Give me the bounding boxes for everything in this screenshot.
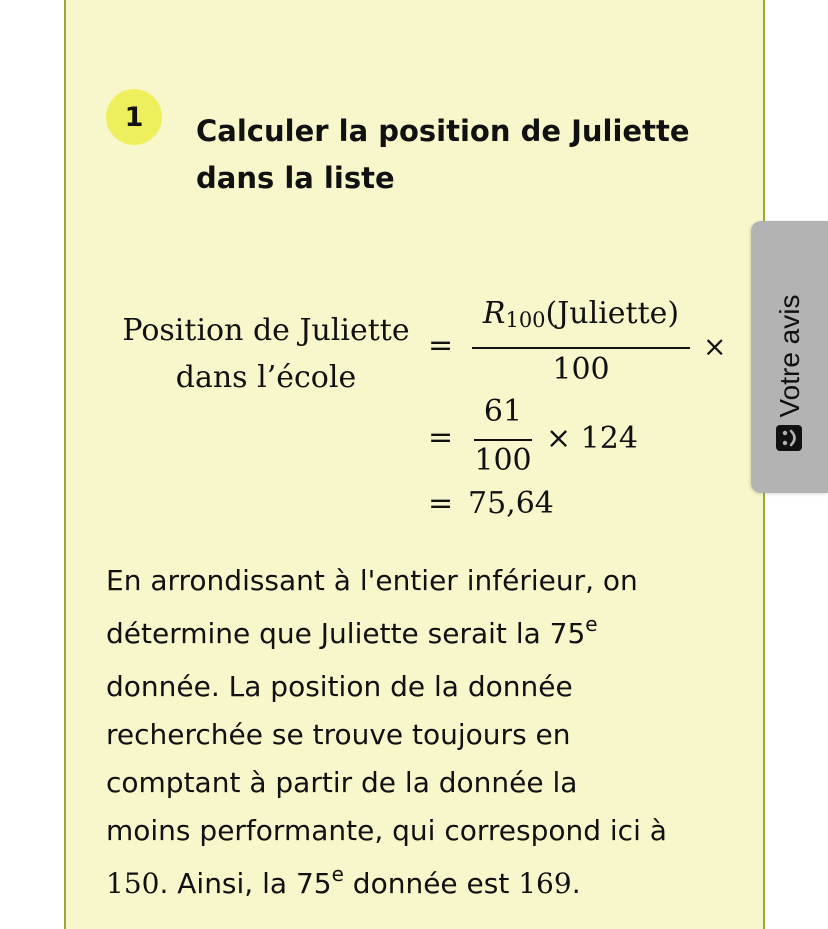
equals-sign: = xyxy=(428,420,454,455)
step-title: Calculer la position de Juliette dans la liste xyxy=(196,114,690,195)
fraction-bar xyxy=(472,347,690,349)
equals-sign: = xyxy=(428,328,454,363)
fraction-numerator: 61 xyxy=(483,394,523,429)
fraction-denominator: 100 xyxy=(552,352,610,387)
fraction-denominator: 100 xyxy=(474,443,532,478)
rank-subscript: 100 xyxy=(505,308,546,332)
paragraph-line: donnée. La position de la donnée xyxy=(106,670,573,703)
fraction-numerator xyxy=(472,296,690,332)
ordinal-suffix: e xyxy=(585,612,598,636)
equals-sign: = xyxy=(428,486,454,521)
rank-argument: (Juliette) xyxy=(545,296,680,331)
paragraph-line: moins performante, qui correspond ici à xyxy=(106,814,667,847)
paragraph-line: détermine que Juliette serait la 75e xyxy=(106,612,598,650)
formula-lhs xyxy=(110,307,422,401)
paragraph-line: 150. Ainsi, la 75e donnée est 169. xyxy=(106,862,581,900)
explanation-paragraph xyxy=(106,557,736,913)
ordinal-suffix: e xyxy=(331,862,344,886)
fraction-bar xyxy=(474,439,532,441)
rank-variable: R xyxy=(482,296,506,331)
paragraph-line: comptant à partir de la donnée la xyxy=(106,766,578,799)
step-number-badge: 1 xyxy=(106,89,162,145)
feedback-label: Votre avis xyxy=(773,294,805,418)
multiplier: × 124 xyxy=(546,421,638,456)
formula-lhs-line2: dans l’école xyxy=(175,360,357,395)
times-sign: × xyxy=(703,330,727,363)
formula-lhs-line1: Position de Juliette xyxy=(122,313,410,348)
paragraph-line: recherchée se trouve toujours en xyxy=(106,718,571,751)
paragraph-line: En arrondissant à l'entier inférieur, on xyxy=(106,564,638,597)
feedback-tab-button[interactable] xyxy=(751,221,828,493)
smiley-chat-icon xyxy=(774,425,804,451)
formula-result: 75,64 xyxy=(468,486,554,521)
